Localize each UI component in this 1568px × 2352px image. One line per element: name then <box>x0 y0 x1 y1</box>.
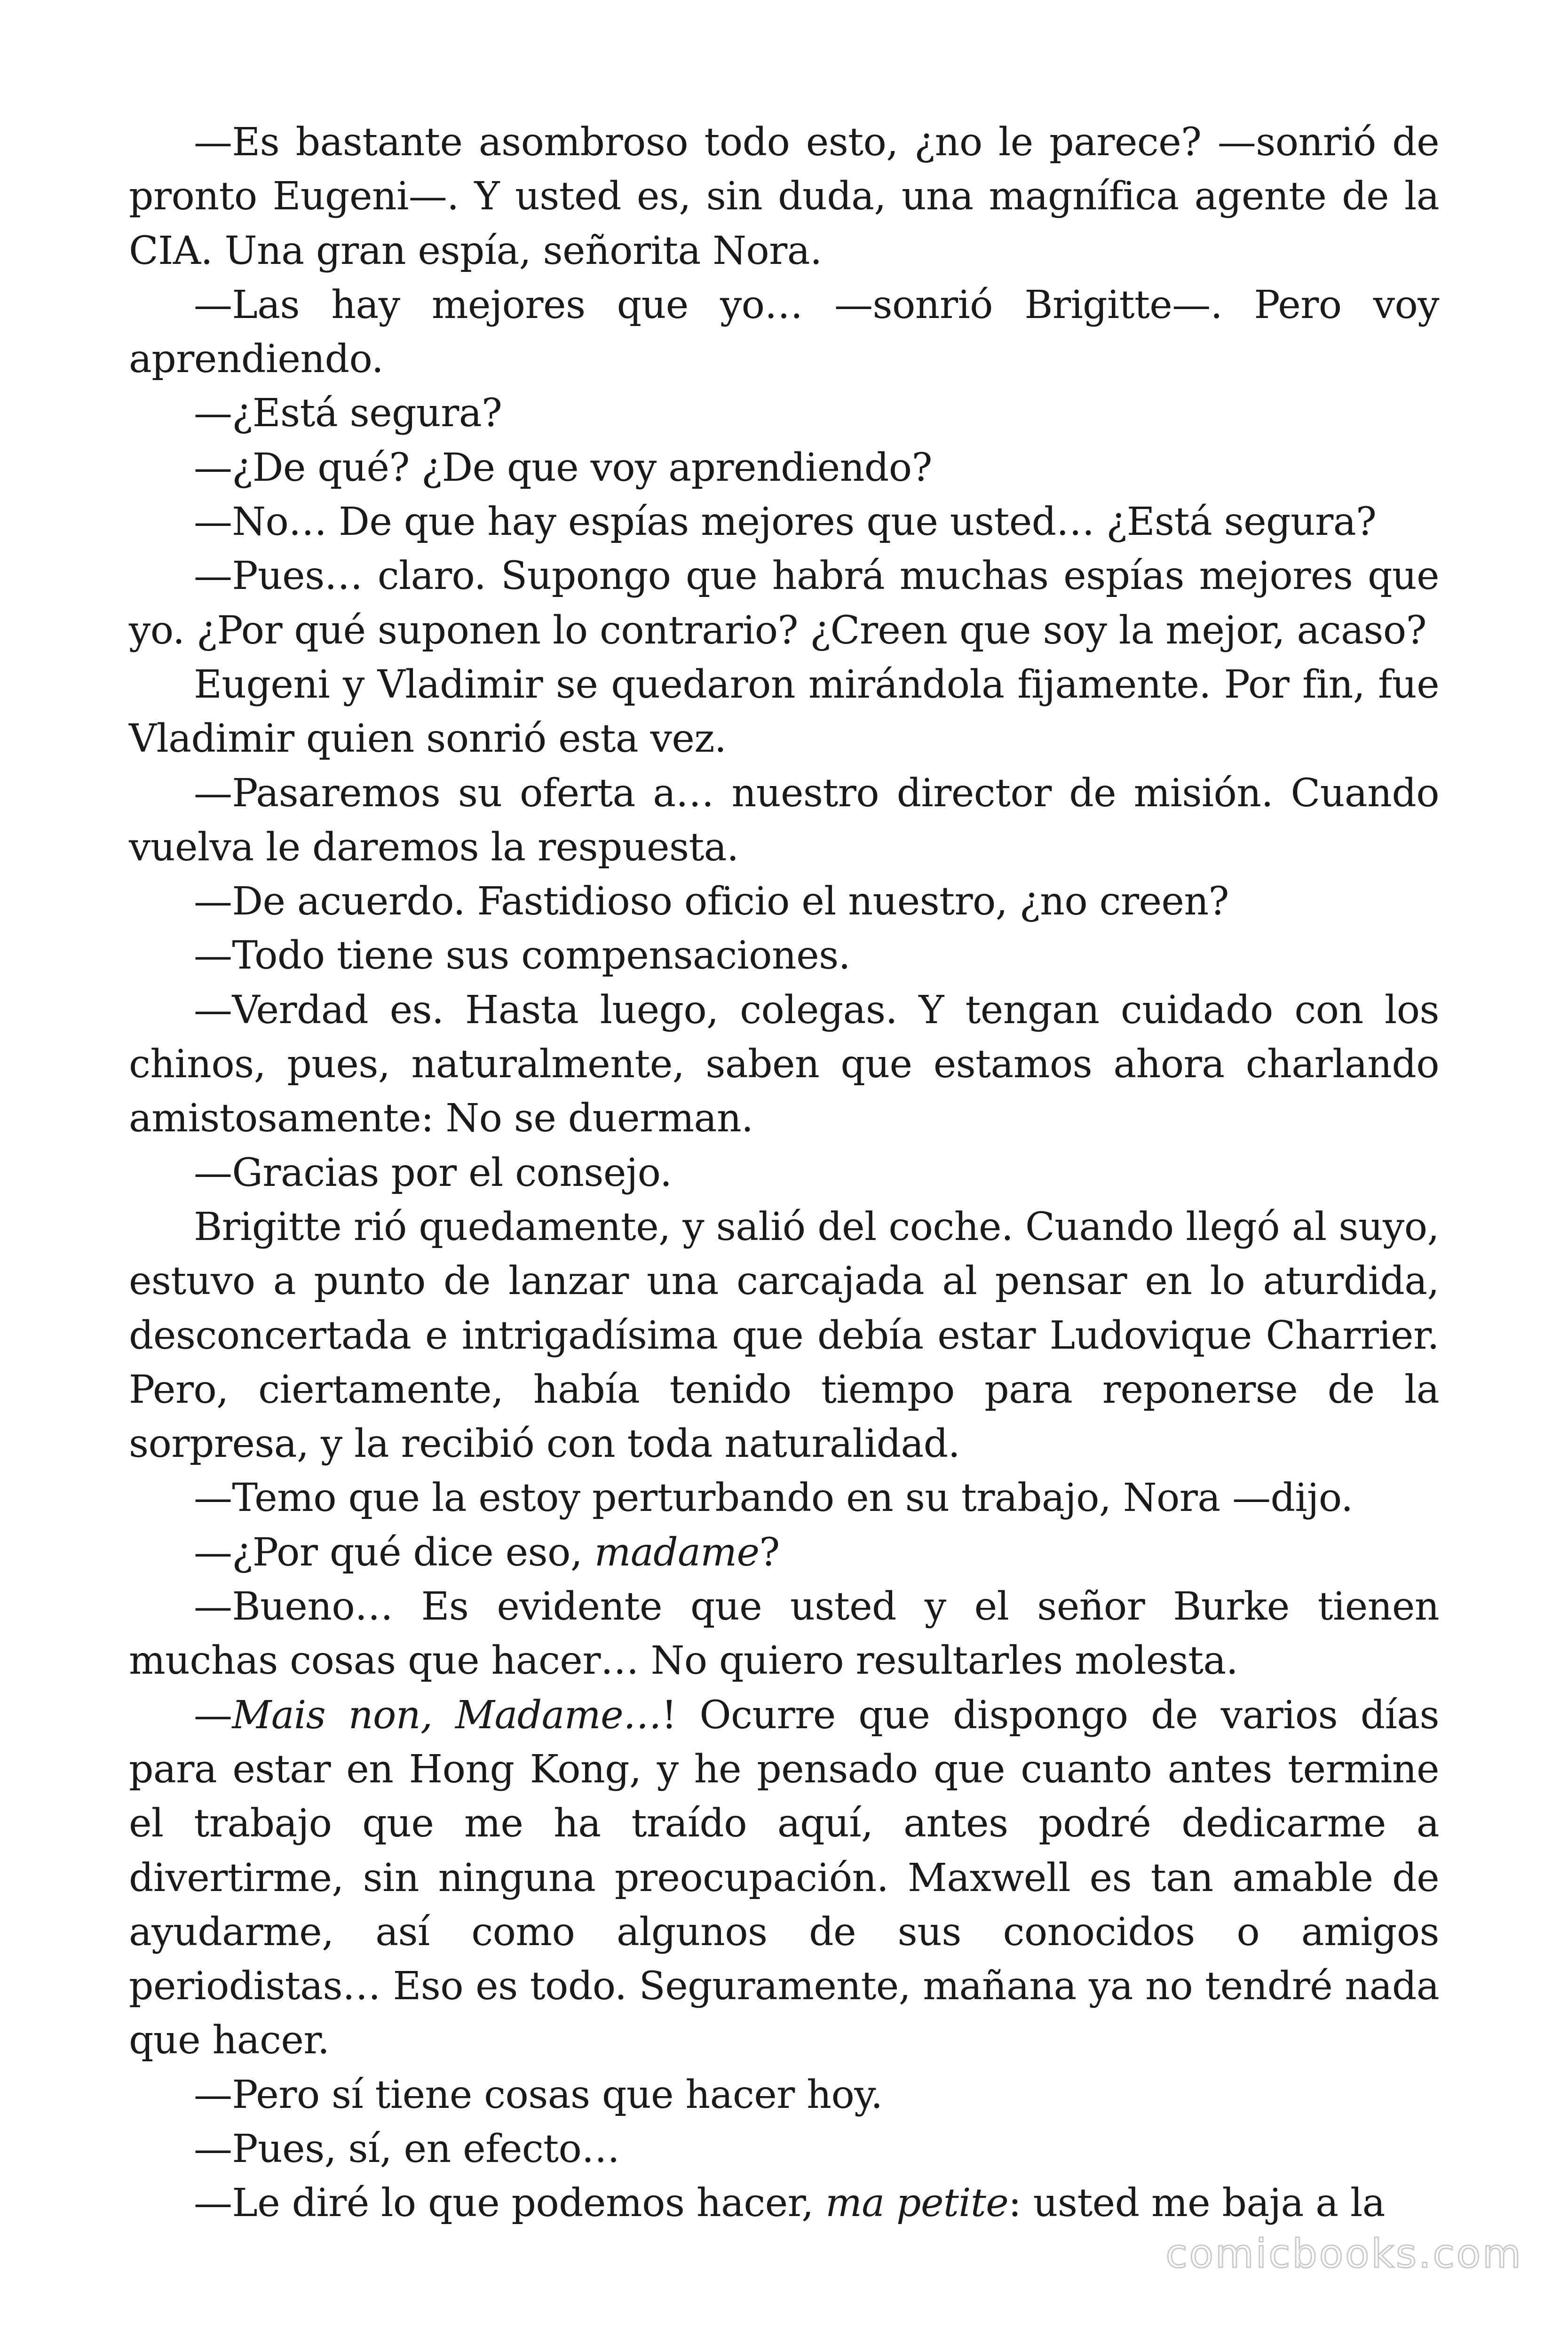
text-run: —Pero sí tiene cosas que hacer hoy. <box>194 2072 883 2117</box>
text-run: —Verdad es. Hasta luego, colegas. Y tengan cuidado con los chinos, pues, naturalmente, saben que estamos ahora charlando amistosamente: No se duerman. <box>129 987 1439 1141</box>
italic-text: ma petite <box>825 2181 1009 2226</box>
paragraph <box>129 874 1439 929</box>
text-run: —Gracias por el consejo. <box>194 1150 672 1195</box>
watermark: comicbooks.com <box>1165 2231 1523 2277</box>
text-run: Eugeni y Vladimir se quedaron mirándola fijamente. Por fin, fue Vladimir quien sonrió esta vez. <box>129 662 1439 762</box>
paragraph <box>129 1526 1439 1580</box>
text-run: —¿Está segura? <box>194 391 502 436</box>
paragraph <box>129 983 1439 1146</box>
text-run: —No… De que hay espías mejores que usted… ¿Está segura? <box>194 500 1377 545</box>
text-run: —Le diré lo que podemos hacer, <box>194 2181 826 2226</box>
text-run: —De acuerdo. Fastidioso oficio el nuestro, ¿no creen? <box>194 879 1229 924</box>
text-run: : usted me baja a la <box>1008 2181 1385 2226</box>
text-run: —Las hay mejores que yo… —sonrió Brigitte—. Pero voy aprendiendo. <box>129 282 1439 382</box>
body-text <box>129 115 1439 2231</box>
paragraph <box>129 2068 1439 2122</box>
paragraph <box>129 549 1439 658</box>
paragraph <box>129 386 1439 440</box>
paragraph <box>129 278 1439 387</box>
text-run: —Pasaremos su oferta a… nuestro director de misión. Cuando vuelva le daremos la respuesta. <box>129 771 1439 870</box>
paragraph <box>129 441 1439 495</box>
text-run: —Bueno… Es evidente que usted y el señor Burke tienen muchas cosas que hacer… No quiero resultarles molesta. <box>129 1584 1439 1684</box>
text-run: —Todo tiene sus compensaciones. <box>194 933 851 978</box>
paragraph <box>129 2176 1439 2230</box>
italic-text: madame <box>594 1530 760 1575</box>
paragraph <box>129 1471 1439 1525</box>
text-run: —Pues, sí, en efecto… <box>194 2126 620 2171</box>
text-run: ! Ocurre que dispongo de varios días para estar en Hong Kong, y he pensado que cuanto antes termine el trabajo que me ha traído aquí, antes podré dedicarme a divertirme, sin ninguna preocupación. Maxwell es tan amable de ayudarme, así como algunos de sus conocidos o amigos periodistas… Eso es todo. Seguramente, mañana ya no tendré nada que hacer. <box>129 1692 1439 2063</box>
paragraph <box>129 1146 1439 1200</box>
paragraph <box>129 2122 1439 2176</box>
paragraph <box>129 1200 1439 1471</box>
text-run: —Es bastante asombroso todo esto, ¿no le parece? —sonrió de pronto Eugeni—. Y usted es, sin duda, una magnífica agente de la CIA. Una gran espía, señorita Nora. <box>129 120 1439 273</box>
text-run: — <box>194 1692 232 1738</box>
text-run: —¿De qué? ¿De que voy aprendiendo? <box>194 445 932 490</box>
text-run: Brigitte rió quedamente, y salió del coche. Cuando llegó al suyo, estuvo a punto de lanzar una carcajada al pensar en lo aturdida, desconcertada e intrigadísima que debía estar Ludovique Charrier. Pero, ciertamente, había tenido tiempo para reponerse de la sorpresa, y la recibió con toda naturalidad. <box>129 1204 1439 1467</box>
text-run: ? <box>759 1530 780 1575</box>
paragraph <box>129 1688 1439 2068</box>
paragraph <box>129 766 1439 875</box>
paragraph <box>129 929 1439 983</box>
paragraph <box>129 495 1439 549</box>
italic-text: Mais non, Madame… <box>232 1692 662 1738</box>
text-run: —Pues… claro. Supongo que habrá muchas espías mejores que yo. ¿Por qué suponen lo contrario? ¿Creen que soy la mejor, acaso? <box>129 554 1439 653</box>
paragraph <box>129 1580 1439 1688</box>
text-run: —¿Por qué dice eso, <box>194 1530 594 1575</box>
paragraph <box>129 658 1439 766</box>
text-run: —Temo que la estoy perturbando en su trabajo, Nora —dijo. <box>194 1476 1353 1521</box>
paragraph <box>129 115 1439 278</box>
